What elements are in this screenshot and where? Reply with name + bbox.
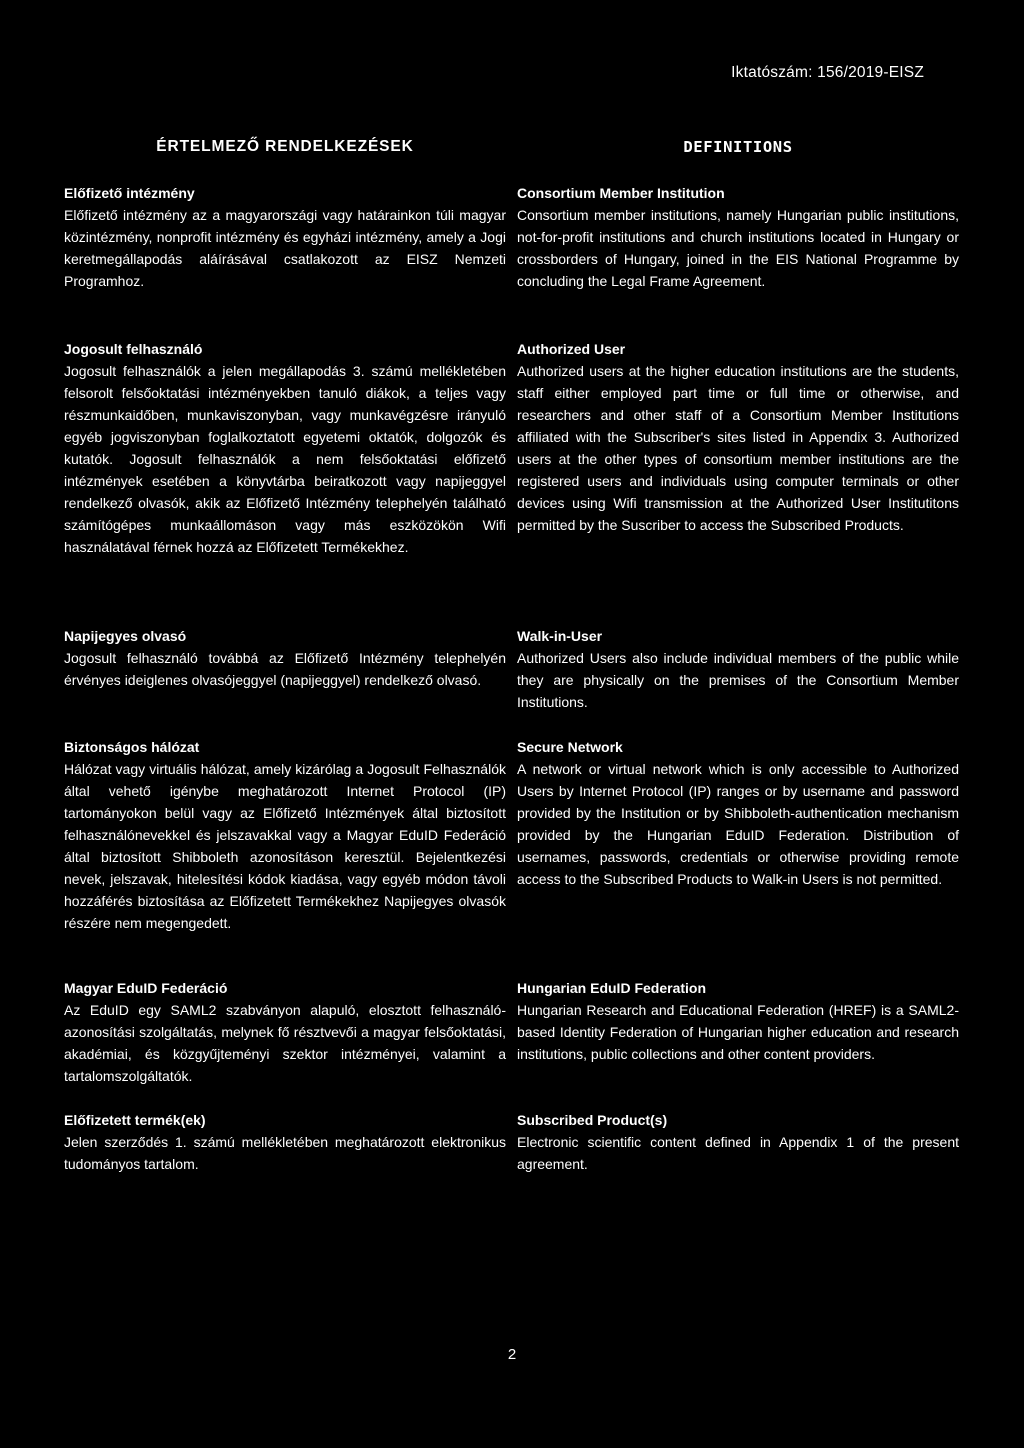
definition-term: Napijegyes olvasó: [64, 628, 187, 644]
definition-text: Jogosult felhasználó továbbá az Előfizető Intézmény telephelyén érvényes ideiglenes olvasójeggyel (napijeggyel) rendelkező olvasó.: [64, 650, 506, 688]
definition-term: Magyar EduID Federáció: [64, 980, 228, 996]
definition-text: Jogosult felhasználók a jelen megállapodás 3. számú mellékletében felsorolt felsőoktatási intézményekben tanuló diákok, a teljes vagy részmunkaidőben, munkaviszonyban, vagy munkavégzésre irányuló egyéb jogviszonyban foglalkoztatott egyetemi oktatók, dolgozók és kutatók. Jogosult felhasználók a nem felsőoktatási előfizető intézmények esetében a könyvtárba beiratkozott vagy napijeggyel rendelkező olvasók, akik az Előfizető Intézmény telephelyén található számítógépes munkaállomáson vagy más eszközökön Wifi használatával férnek hozzá az Előfizetett Termékekhez.: [64, 363, 506, 555]
definition-text: A network or virtual network which is only accessible to Authorized Users by Internet Protocol (IP) ranges or by username and password provided by the Institution or by Shibboleth-authentication mechanism provided by the Hungarian EduID Federation. Distribution of usernames, passwords, credentials or otherwise providing remote access to the Subscribed Products to Walk-in Users is not permitted.: [517, 761, 959, 887]
reference-number: Iktatószám: 156/2019-EISZ: [731, 64, 924, 81]
definition-term: Előfizetett termék(ek): [64, 1112, 206, 1128]
definition-entry: [64, 625, 506, 691]
definition-text: Authorized Users also include individual members of the public while they are physically on the premises of the Consortium Member Institutions.: [517, 650, 959, 710]
definition-text: Az EduID egy SAML2 szabványon alapuló, elosztott felhasználó-azonosítási szolgáltatás, melynek fő résztvevői a magyar felsőoktatási, akadémiai, és közgyűjteményi szektor intézményei, valamint a tartalomszolgáltatók.: [64, 1002, 506, 1084]
definition-term: Walk-in-User: [517, 628, 603, 644]
definition-term: Consortium Member Institution: [517, 185, 725, 201]
definition-entry: [64, 1109, 506, 1175]
definition-term: Jogosult felhasználó: [64, 341, 203, 357]
definition-entry: [64, 338, 506, 558]
definition-entry: [64, 182, 506, 292]
definition-text: Hálózat vagy virtuális hálózat, amely kizárólag a Jogosult Felhasználók által vehető igénybe meghatározott Internet Protocol (IP) tartományokon belül vagy az Előfizető Intézmények által biztosított felhasználónevekkel és jelszavakkal vagy a Magyar EduID Federáció által biztosított Shibboleth azonosításon keresztül. Bejelentkezési nevek, jelszavak, hitelesítési kódok kiadása, vagy egyéb módon távoli hozzáférés biztosítása az Előfizetett Termékekhez Napijegyes olvasók részére nem megengedett.: [64, 761, 506, 931]
definition-text: Előfizető intézmény az a magyarországi vagy határainkon túli magyar közintézmény, nonprofit intézmény és egyházi intézmény, amely a Jogi keretmegállapodás aláírásával csatlakozott az EISZ Nemzeti Programhoz.: [64, 207, 506, 289]
definition-entry: [517, 736, 959, 890]
definition-term: Előfizető intézmény: [64, 185, 195, 201]
hungarian-section-title: ÉRTELMEZŐ RENDELKEZÉSEK: [156, 138, 414, 155]
definition-entry: [517, 977, 959, 1065]
definition-entry: [517, 625, 959, 713]
definition-text: Hungarian Research and Educational Federation (HREF) is a SAML2-based Identity Federation of Hungarian higher education and research institutions, public collections and other content providers.: [517, 1002, 959, 1062]
definition-term: Biztonságos hálózat: [64, 739, 200, 755]
definition-entry: [517, 1109, 959, 1175]
definition-term: Authorized User: [517, 341, 626, 357]
definition-entry: [517, 338, 959, 536]
definition-text: Electronic scientific content defined in Appendix 1 of the present agreement.: [517, 1134, 959, 1172]
page-number: 2: [507, 1346, 517, 1363]
definition-text: Consortium member institutions, namely Hungarian public institutions, not-for-profit institutions and church institutions located in Hungary or crossborders of Hungary, joined in the EIS National Programme by concluding the Legal Frame Agreement.: [517, 207, 959, 289]
definition-entry: [517, 182, 959, 292]
definition-entry: [64, 977, 506, 1087]
definition-text: Jelen szerződés 1. számú mellékletében meghatározott elektronikus tudományos tartalom.: [64, 1134, 506, 1172]
definition-entry: [64, 736, 506, 934]
english-section-title: DEFINITIONS: [683, 138, 793, 156]
definition-term: Hungarian EduID Federation: [517, 980, 707, 996]
definition-text: Authorized users at the higher education institutions are the students, staff either employed part time or full time or otherwise, and researchers and other staff of a Consortium Member Institutions affiliated with the Subscriber's sites listed in Appendix 3. Authorized users at the other types of consortium member institutions are the registered users and individuals using computer terminals or other devices using Wifi transmission at the Authorized User Institutitons permitted by the Suscriber to access the Subscribed Products.: [517, 363, 959, 533]
definition-term: Subscribed Product(s): [517, 1112, 668, 1128]
definition-term: Secure Network: [517, 739, 623, 755]
